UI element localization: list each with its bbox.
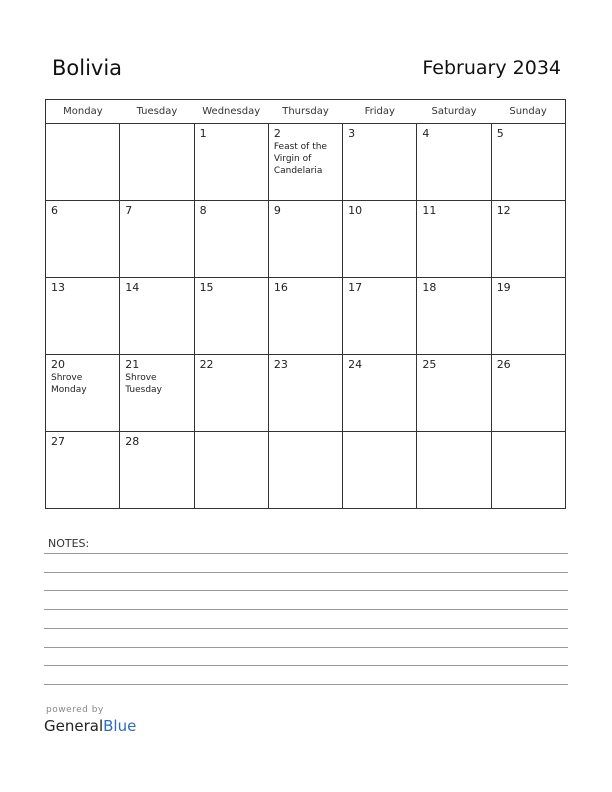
day-number: 23 [273,358,288,371]
day-cell [343,124,417,201]
note-line [44,647,568,648]
weekday-header: Tuesday [120,100,194,124]
day-cell [46,432,120,509]
day-number: 2 [273,127,281,140]
brand-general: General [44,717,104,735]
day-cell [268,355,342,432]
day-cell [194,432,268,509]
day-number: 7 [125,204,133,217]
note-line [44,684,568,685]
day-cell [46,201,120,278]
day-cell [120,201,194,278]
day-cell [194,355,268,432]
day-cell [46,355,120,432]
calendar-grid [45,99,566,509]
day-number: 8 [199,204,207,217]
day-cell [268,201,342,278]
note-line [44,609,568,610]
day-number: 6 [51,204,58,217]
weekday-header: Monday [46,100,120,124]
day-cell [268,278,342,355]
day-number: 5 [496,127,504,140]
day-cell [194,124,268,201]
holiday-label: Shrove Tuesday [125,373,162,395]
week-row [46,432,566,509]
day-cell [491,278,565,355]
country-title: Bolivia [52,56,123,80]
day-cell [491,201,565,278]
day-cell [343,355,417,432]
day-cell [491,124,565,201]
day-cell [194,201,268,278]
day-number: 27 [51,435,65,448]
weekday-header: Thursday [268,100,342,124]
day-cell [268,124,342,201]
day-cell [417,355,491,432]
day-cell [417,278,491,355]
note-line [44,665,568,666]
day-number: 18 [422,281,437,294]
weekday-header-row [46,100,566,124]
day-number: 4 [422,127,430,140]
day-number: 11 [422,204,437,217]
day-number: 13 [51,281,65,294]
day-number: 21 [125,358,140,371]
month-title: February 2034 [422,57,561,79]
day-cell [120,355,194,432]
brand-blue: Blue [103,717,137,735]
note-line [44,572,568,573]
day-cell [268,432,342,509]
day-cell [417,432,491,509]
day-cell [491,432,565,509]
weekday-header: Sunday [491,100,565,124]
week-row [46,278,566,355]
powered-by-text: powered by [46,705,104,715]
day-number: 14 [125,281,140,294]
holiday-label: Shrove Monday [51,373,87,395]
day-number: 17 [348,281,363,294]
day-cell [120,278,194,355]
day-number: 3 [348,127,356,140]
day-number: 16 [273,281,288,294]
week-row [46,355,566,432]
day-number: 10 [348,204,363,217]
day-number: 25 [422,358,437,371]
day-number: 20 [51,358,65,371]
notes-label: NOTES: [48,537,90,550]
day-cell [46,278,120,355]
day-number: 24 [348,358,363,371]
day-cell [46,124,120,201]
weekday-header: Wednesday [194,100,268,124]
day-number: 12 [496,204,511,217]
note-line [44,553,568,554]
day-number: 22 [199,358,214,371]
weekday-header: Saturday [417,100,491,124]
day-cell [120,432,194,509]
day-number: 26 [496,358,511,371]
day-cell [343,432,417,509]
day-cell [491,355,565,432]
day-cell [417,201,491,278]
week-row [46,201,566,278]
day-cell [194,278,268,355]
week-row [46,124,566,201]
note-line [44,628,568,629]
day-number: 15 [199,281,214,294]
day-cell [120,124,194,201]
day-cell [343,201,417,278]
day-cell [343,278,417,355]
note-line [44,590,568,591]
day-number: 19 [496,281,511,294]
day-number: 9 [273,204,281,217]
day-cell [417,124,491,201]
day-number: 1 [199,127,207,140]
holiday-label: Feast of the Virgin of Candelaria [273,142,327,176]
day-number: 28 [125,435,140,448]
brand-logo [44,717,136,735]
weekday-header: Friday [343,100,417,124]
